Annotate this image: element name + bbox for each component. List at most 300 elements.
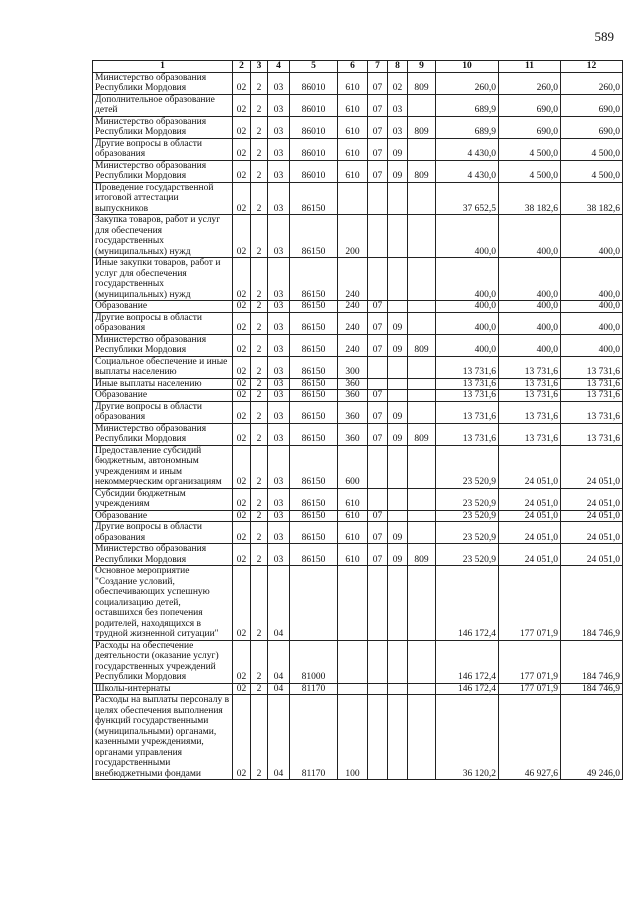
- row-cell-col-7: 07: [368, 401, 388, 423]
- row-cell-col-11: 4 500,0: [499, 160, 561, 182]
- row-cell-col-6: 240: [338, 312, 368, 334]
- column-header-7: 7: [368, 61, 388, 73]
- row-cell-col-7: 07: [368, 94, 388, 116]
- row-cell-col-11: 24 051,0: [499, 510, 561, 522]
- column-header-2: 2: [233, 61, 251, 73]
- page-number: 589: [594, 29, 614, 44]
- row-cell-col-6: 610: [338, 544, 368, 566]
- row-cell-col-3: 2: [251, 182, 268, 215]
- row-name-cell: Образование: [93, 301, 233, 313]
- row-cell-col-2: 02: [233, 510, 251, 522]
- row-cell-col-5: 86010: [290, 72, 338, 94]
- row-cell-col-4: 04: [268, 640, 290, 683]
- row-cell-col-4: 03: [268, 116, 290, 138]
- row-cell-col-11: 13 731,6: [499, 378, 561, 390]
- row-cell-col-11: 46 927,6: [499, 695, 561, 780]
- row-cell-col-2: 02: [233, 390, 251, 402]
- row-cell-col-12: 400,0: [561, 215, 623, 258]
- column-header-3: 3: [251, 61, 268, 73]
- column-header-6: 6: [338, 61, 368, 73]
- row-cell-col-12: 690,0: [561, 94, 623, 116]
- row-cell-col-3: 2: [251, 72, 268, 94]
- row-cell-col-5: 86010: [290, 160, 338, 182]
- row-cell-col-9: [408, 401, 436, 423]
- row-cell-col-12: 184 746,9: [561, 640, 623, 683]
- table-row: [93, 94, 623, 116]
- row-cell-col-4: 03: [268, 378, 290, 390]
- row-cell-col-11: 24 051,0: [499, 522, 561, 544]
- row-cell-col-9: [408, 301, 436, 313]
- row-cell-col-11: 260,0: [499, 72, 561, 94]
- row-name-cell: Министерство образования Республики Мордовия: [93, 72, 233, 94]
- row-cell-col-7: [368, 566, 388, 641]
- row-cell-col-9: 809: [408, 423, 436, 445]
- row-cell-col-7: [368, 258, 388, 301]
- row-cell-col-3: 2: [251, 488, 268, 510]
- row-cell-col-6: 610: [338, 116, 368, 138]
- row-cell-col-12: 24 051,0: [561, 544, 623, 566]
- row-cell-col-3: 2: [251, 258, 268, 301]
- row-cell-col-9: [408, 488, 436, 510]
- row-cell-col-8: 09: [388, 423, 408, 445]
- row-cell-col-7: 07: [368, 334, 388, 356]
- row-cell-col-3: 2: [251, 390, 268, 402]
- row-cell-col-12: 260,0: [561, 72, 623, 94]
- row-name-cell: Основное мероприятие "Создание условий, обеспечивающих успешную социализацию детей, оставшихся без попечения родителей, находящихся в трудной жизненной ситуации": [93, 566, 233, 641]
- row-cell-col-4: 03: [268, 215, 290, 258]
- row-name-cell: Дополнительное образование детей: [93, 94, 233, 116]
- table-body: [93, 72, 623, 780]
- row-cell-col-5: 86150: [290, 423, 338, 445]
- row-cell-col-7: 07: [368, 160, 388, 182]
- row-cell-col-7: 07: [368, 544, 388, 566]
- table-row: [93, 423, 623, 445]
- row-cell-col-2: 02: [233, 544, 251, 566]
- row-cell-col-11: 24 051,0: [499, 445, 561, 488]
- row-cell-col-6: 610: [338, 488, 368, 510]
- row-cell-col-6: [338, 683, 368, 695]
- row-cell-col-6: 200: [338, 215, 368, 258]
- row-cell-col-8: 09: [388, 522, 408, 544]
- column-header-5: 5: [290, 61, 338, 73]
- row-cell-col-2: 02: [233, 401, 251, 423]
- row-cell-col-12: 400,0: [561, 334, 623, 356]
- table-row: [93, 522, 623, 544]
- row-cell-col-10: 13 731,6: [436, 378, 499, 390]
- row-cell-col-3: 2: [251, 683, 268, 695]
- row-cell-col-5: 81000: [290, 640, 338, 683]
- row-name-cell: Школы-интернаты: [93, 683, 233, 695]
- column-header-11: 11: [499, 61, 561, 73]
- row-cell-col-6: 360: [338, 390, 368, 402]
- row-cell-col-7: [368, 378, 388, 390]
- row-cell-col-2: 02: [233, 378, 251, 390]
- row-cell-col-6: 610: [338, 160, 368, 182]
- row-cell-col-8: 09: [388, 312, 408, 334]
- row-cell-col-2: 02: [233, 258, 251, 301]
- row-cell-col-8: 09: [388, 401, 408, 423]
- table-row: [93, 334, 623, 356]
- row-cell-col-11: 400,0: [499, 334, 561, 356]
- table-row: [93, 544, 623, 566]
- row-cell-col-5: 86150: [290, 334, 338, 356]
- row-name-cell: Министерство образования Республики Мордовия: [93, 160, 233, 182]
- row-cell-col-5: 86150: [290, 258, 338, 301]
- row-cell-col-3: 2: [251, 301, 268, 313]
- row-cell-col-11: 400,0: [499, 312, 561, 334]
- row-cell-col-6: 240: [338, 301, 368, 313]
- row-cell-col-3: 2: [251, 312, 268, 334]
- table-row: [93, 378, 623, 390]
- row-cell-col-8: [388, 640, 408, 683]
- row-cell-col-3: 2: [251, 116, 268, 138]
- table-row: [93, 401, 623, 423]
- row-cell-col-8: 03: [388, 94, 408, 116]
- table-row: [93, 695, 623, 780]
- row-name-cell: Расходы на выплаты персоналу в целях обеспечения выполнения функций государственными (муниципальными) органами, казенными учреждениями, органами управления государственными внебюджетными фондами: [93, 695, 233, 780]
- row-cell-col-7: 07: [368, 312, 388, 334]
- row-cell-col-2: 02: [233, 94, 251, 116]
- row-cell-col-8: [388, 488, 408, 510]
- row-name-cell: Министерство образования Республики Мордовия: [93, 423, 233, 445]
- row-name-cell: Иные выплаты населению: [93, 378, 233, 390]
- row-cell-col-10: 23 520,9: [436, 510, 499, 522]
- row-cell-col-10: 400,0: [436, 334, 499, 356]
- row-cell-col-9: [408, 138, 436, 160]
- row-cell-col-12: 24 051,0: [561, 510, 623, 522]
- row-cell-col-5: 86150: [290, 544, 338, 566]
- row-cell-col-3: 2: [251, 160, 268, 182]
- row-cell-col-9: [408, 215, 436, 258]
- row-cell-col-10: 146 172,4: [436, 683, 499, 695]
- row-cell-col-5: 86150: [290, 445, 338, 488]
- row-cell-col-9: [408, 510, 436, 522]
- row-cell-col-4: 03: [268, 544, 290, 566]
- table-row: [93, 390, 623, 402]
- row-cell-col-4: 03: [268, 334, 290, 356]
- row-name-cell: Другие вопросы в области образования: [93, 522, 233, 544]
- row-cell-col-2: 02: [233, 215, 251, 258]
- row-cell-col-4: 04: [268, 695, 290, 780]
- row-cell-col-9: [408, 445, 436, 488]
- row-cell-col-11: 400,0: [499, 215, 561, 258]
- row-cell-col-5: 86150: [290, 390, 338, 402]
- row-cell-col-2: 02: [233, 522, 251, 544]
- row-cell-col-11: 177 071,9: [499, 683, 561, 695]
- row-name-cell: Другие вопросы в области образования: [93, 312, 233, 334]
- table-row: [93, 301, 623, 313]
- row-cell-col-11: 38 182,6: [499, 182, 561, 215]
- row-cell-col-7: [368, 695, 388, 780]
- row-cell-col-12: 4 500,0: [561, 160, 623, 182]
- row-cell-col-9: [408, 312, 436, 334]
- row-cell-col-8: [388, 182, 408, 215]
- row-cell-col-4: 03: [268, 445, 290, 488]
- row-cell-col-8: 02: [388, 72, 408, 94]
- row-cell-col-4: 03: [268, 488, 290, 510]
- row-cell-col-4: 03: [268, 138, 290, 160]
- row-cell-col-3: 2: [251, 640, 268, 683]
- row-cell-col-7: [368, 640, 388, 683]
- row-cell-col-9: [408, 182, 436, 215]
- row-cell-col-4: 03: [268, 312, 290, 334]
- row-cell-col-8: [388, 258, 408, 301]
- row-cell-col-9: [408, 522, 436, 544]
- row-cell-col-8: [388, 510, 408, 522]
- row-cell-col-11: 13 731,6: [499, 423, 561, 445]
- table-row: [93, 312, 623, 334]
- row-cell-col-7: [368, 215, 388, 258]
- row-cell-col-7: 07: [368, 138, 388, 160]
- row-cell-col-2: 02: [233, 566, 251, 641]
- row-name-cell: Образование: [93, 510, 233, 522]
- row-name-cell: Предоставление субсидий бюджетным, автономным учреждениям и иным некоммерческим организациям: [93, 445, 233, 488]
- row-cell-col-4: 03: [268, 401, 290, 423]
- row-cell-col-2: 02: [233, 423, 251, 445]
- row-cell-col-8: 09: [388, 334, 408, 356]
- row-cell-col-7: 07: [368, 510, 388, 522]
- row-cell-col-2: 02: [233, 683, 251, 695]
- row-cell-col-3: 2: [251, 423, 268, 445]
- row-cell-col-4: 03: [268, 182, 290, 215]
- row-cell-col-11: 400,0: [499, 301, 561, 313]
- row-cell-col-5: 86150: [290, 401, 338, 423]
- table-row: [93, 138, 623, 160]
- row-cell-col-4: 03: [268, 356, 290, 378]
- table-row: [93, 510, 623, 522]
- table-row: [93, 215, 623, 258]
- column-header-10: 10: [436, 61, 499, 73]
- row-cell-col-4: 03: [268, 72, 290, 94]
- row-name-cell: Министерство образования Республики Мордовия: [93, 334, 233, 356]
- row-cell-col-2: 02: [233, 640, 251, 683]
- row-cell-col-4: 03: [268, 94, 290, 116]
- row-cell-col-6: [338, 182, 368, 215]
- row-cell-col-3: 2: [251, 445, 268, 488]
- row-cell-col-12: 690,0: [561, 116, 623, 138]
- row-cell-col-12: 13 731,6: [561, 423, 623, 445]
- row-cell-col-10: 13 731,6: [436, 401, 499, 423]
- row-cell-col-9: 809: [408, 160, 436, 182]
- row-cell-col-11: 4 500,0: [499, 138, 561, 160]
- row-cell-col-8: 09: [388, 160, 408, 182]
- row-cell-col-9: 809: [408, 116, 436, 138]
- row-cell-col-7: 07: [368, 522, 388, 544]
- row-cell-col-9: 809: [408, 544, 436, 566]
- row-cell-col-5: 86150: [290, 356, 338, 378]
- row-cell-col-3: 2: [251, 334, 268, 356]
- table-row: [93, 488, 623, 510]
- row-cell-col-9: [408, 640, 436, 683]
- row-cell-col-10: 146 172,4: [436, 640, 499, 683]
- row-cell-col-4: 03: [268, 390, 290, 402]
- row-cell-col-9: [408, 683, 436, 695]
- row-cell-col-6: [338, 640, 368, 683]
- row-cell-col-10: 4 430,0: [436, 160, 499, 182]
- row-cell-col-12: 13 731,6: [561, 356, 623, 378]
- row-cell-col-5: [290, 566, 338, 641]
- row-cell-col-9: [408, 378, 436, 390]
- row-cell-col-3: 2: [251, 401, 268, 423]
- row-cell-col-2: 02: [233, 72, 251, 94]
- row-cell-col-9: 809: [408, 72, 436, 94]
- row-cell-col-7: [368, 356, 388, 378]
- row-cell-col-6: 610: [338, 72, 368, 94]
- row-cell-col-11: 177 071,9: [499, 566, 561, 641]
- table-row: [93, 566, 623, 641]
- row-cell-col-3: 2: [251, 378, 268, 390]
- row-cell-col-11: 400,0: [499, 258, 561, 301]
- row-cell-col-4: 03: [268, 423, 290, 445]
- row-cell-col-5: 86150: [290, 510, 338, 522]
- row-cell-col-8: [388, 378, 408, 390]
- row-cell-col-6: 360: [338, 401, 368, 423]
- row-name-cell: Иные закупки товаров, работ и услуг для обеспечения государственных (муниципальных) нужд: [93, 258, 233, 301]
- row-cell-col-8: 09: [388, 544, 408, 566]
- row-cell-col-7: 07: [368, 301, 388, 313]
- row-cell-col-8: [388, 215, 408, 258]
- row-cell-col-5: 86150: [290, 378, 338, 390]
- row-cell-col-2: 02: [233, 334, 251, 356]
- row-cell-col-10: 13 731,6: [436, 423, 499, 445]
- row-cell-col-4: 03: [268, 522, 290, 544]
- row-cell-col-4: 03: [268, 160, 290, 182]
- row-cell-col-4: 04: [268, 683, 290, 695]
- row-cell-col-8: [388, 566, 408, 641]
- row-name-cell: Министерство образования Республики Мордовия: [93, 544, 233, 566]
- row-cell-col-8: [388, 356, 408, 378]
- row-cell-col-3: 2: [251, 138, 268, 160]
- table-row: [93, 160, 623, 182]
- row-cell-col-2: 02: [233, 695, 251, 780]
- row-cell-col-10: 13 731,6: [436, 356, 499, 378]
- row-name-cell: Субсидии бюджетным учреждениям: [93, 488, 233, 510]
- row-cell-col-2: 02: [233, 445, 251, 488]
- row-cell-col-5: 86150: [290, 522, 338, 544]
- row-cell-col-12: 400,0: [561, 258, 623, 301]
- row-cell-col-12: 400,0: [561, 301, 623, 313]
- row-cell-col-10: 260,0: [436, 72, 499, 94]
- row-cell-col-3: 2: [251, 695, 268, 780]
- row-cell-col-3: 2: [251, 510, 268, 522]
- row-cell-col-9: [408, 94, 436, 116]
- row-cell-col-8: [388, 390, 408, 402]
- column-header-12: 12: [561, 61, 623, 73]
- row-cell-col-7: [368, 488, 388, 510]
- row-cell-col-2: 02: [233, 182, 251, 215]
- row-cell-col-3: 2: [251, 215, 268, 258]
- row-cell-col-9: [408, 258, 436, 301]
- row-cell-col-6: 240: [338, 258, 368, 301]
- row-cell-col-11: 24 051,0: [499, 488, 561, 510]
- table-row: [93, 356, 623, 378]
- row-name-cell: Расходы на обеспечение деятельности (оказание услуг) государственных учреждений Республики Мордовия: [93, 640, 233, 683]
- row-cell-col-5: 86150: [290, 215, 338, 258]
- row-cell-col-6: 610: [338, 510, 368, 522]
- row-cell-col-12: 24 051,0: [561, 445, 623, 488]
- row-cell-col-11: 13 731,6: [499, 401, 561, 423]
- row-cell-col-5: 81170: [290, 683, 338, 695]
- table-row: [93, 640, 623, 683]
- row-cell-col-6: 300: [338, 356, 368, 378]
- row-cell-col-7: 07: [368, 72, 388, 94]
- column-header-8: 8: [388, 61, 408, 73]
- row-cell-col-5: 86150: [290, 182, 338, 215]
- row-cell-col-10: 400,0: [436, 258, 499, 301]
- table-header: [93, 61, 623, 73]
- row-cell-col-3: 2: [251, 544, 268, 566]
- row-cell-col-7: 07: [368, 423, 388, 445]
- row-cell-col-11: 13 731,6: [499, 356, 561, 378]
- row-cell-col-7: 07: [368, 390, 388, 402]
- row-cell-col-6: 610: [338, 94, 368, 116]
- row-cell-col-5: 86150: [290, 312, 338, 334]
- row-cell-col-10: 23 520,9: [436, 445, 499, 488]
- row-cell-col-7: [368, 182, 388, 215]
- row-cell-col-2: 02: [233, 488, 251, 510]
- table-row: [93, 445, 623, 488]
- row-name-cell: Другие вопросы в области образования: [93, 401, 233, 423]
- row-cell-col-6: 610: [338, 522, 368, 544]
- row-cell-col-4: 04: [268, 566, 290, 641]
- row-cell-col-9: [408, 566, 436, 641]
- row-cell-col-12: 184 746,9: [561, 566, 623, 641]
- row-cell-col-5: 86010: [290, 138, 338, 160]
- row-cell-col-12: 184 746,9: [561, 683, 623, 695]
- row-name-cell: Другие вопросы в области образования: [93, 138, 233, 160]
- row-cell-col-11: 24 051,0: [499, 544, 561, 566]
- table-row: [93, 258, 623, 301]
- row-cell-col-4: 03: [268, 301, 290, 313]
- row-cell-col-5: 86150: [290, 488, 338, 510]
- row-cell-col-12: 4 500,0: [561, 138, 623, 160]
- row-cell-col-11: 177 071,9: [499, 640, 561, 683]
- row-cell-col-6: 100: [338, 695, 368, 780]
- row-cell-col-5: 86150: [290, 301, 338, 313]
- row-cell-col-3: 2: [251, 94, 268, 116]
- row-cell-col-11: 13 731,6: [499, 390, 561, 402]
- row-cell-col-12: 13 731,6: [561, 390, 623, 402]
- table-row: [93, 182, 623, 215]
- row-cell-col-10: 400,0: [436, 312, 499, 334]
- column-header-4: 4: [268, 61, 290, 73]
- column-header-9: 9: [408, 61, 436, 73]
- row-cell-col-8: 03: [388, 116, 408, 138]
- row-cell-col-10: 23 520,9: [436, 522, 499, 544]
- row-cell-col-12: 24 051,0: [561, 522, 623, 544]
- row-cell-col-10: 146 172,4: [436, 566, 499, 641]
- row-cell-col-9: [408, 356, 436, 378]
- row-cell-col-12: 13 731,6: [561, 378, 623, 390]
- row-cell-col-8: [388, 695, 408, 780]
- row-cell-col-10: 689,9: [436, 116, 499, 138]
- table-row: [93, 72, 623, 94]
- row-cell-col-10: 689,9: [436, 94, 499, 116]
- row-cell-col-2: 02: [233, 301, 251, 313]
- row-cell-col-7: 07: [368, 116, 388, 138]
- row-cell-col-5: 86010: [290, 94, 338, 116]
- row-cell-col-6: 360: [338, 378, 368, 390]
- row-cell-col-8: [388, 445, 408, 488]
- row-cell-col-7: [368, 683, 388, 695]
- row-cell-col-5: 86010: [290, 116, 338, 138]
- row-cell-col-9: [408, 390, 436, 402]
- row-cell-col-11: 690,0: [499, 116, 561, 138]
- row-cell-col-10: 23 520,9: [436, 488, 499, 510]
- row-cell-col-4: 03: [268, 258, 290, 301]
- row-name-cell: Проведение государственной итоговой аттестации выпускников: [93, 182, 233, 215]
- row-cell-col-6: 240: [338, 334, 368, 356]
